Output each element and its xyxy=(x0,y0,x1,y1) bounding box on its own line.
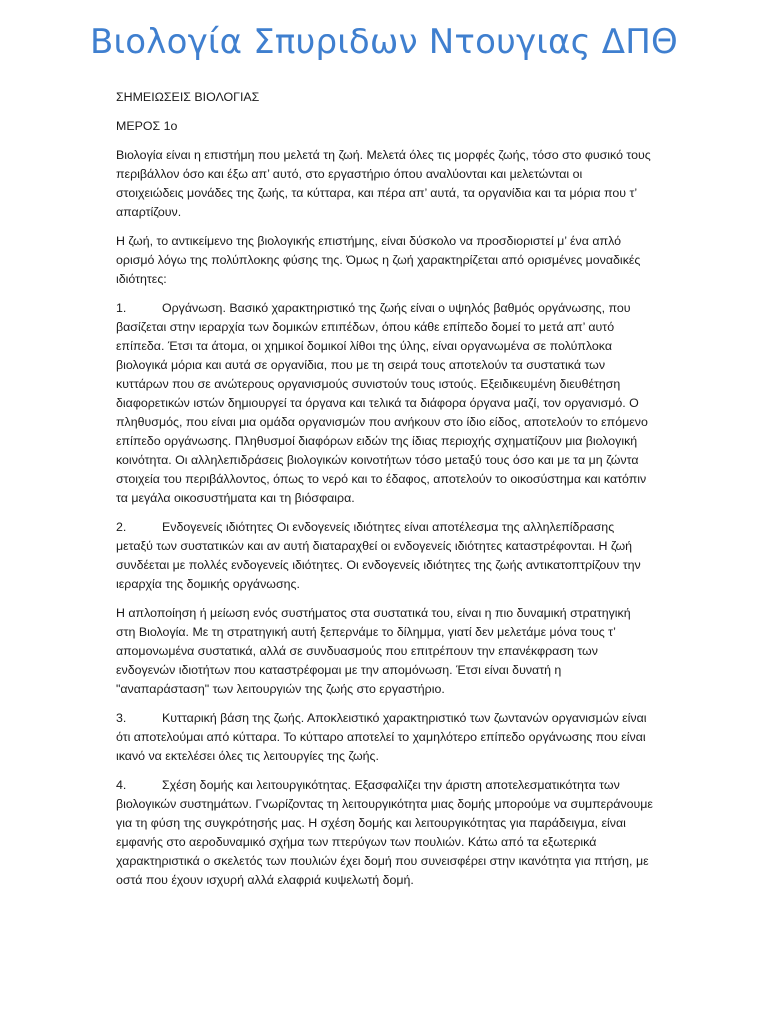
list-item-number: 1. xyxy=(116,301,127,315)
list-item-text: Οργάνωση. Βασικό χαρακτηριστικό της ζωής είναι ο υψηλός βαθμός οργάνωσης, που βασίζεται στην ιεραρχία των δομικών επιπέδων, όπου κάθε επίπεδο δομεί το μετά απ’ αυτό επίπεδα. Έτσι τα άτομα, οι χημικοί δομικοί λίθοι της ύλης, είναι οργανωμένα σε πολύπλοκα βιολογικά μόρια και αυτά σε οργανίδια, που με τη σειρά τους αποτελούν τα συστατικά των κυττάρων που σε ανώτερους οργανισμούς συνιστούν τους ιστούς. Εξειδικευμένη διευθέτηση διαφορετικών ιστών δημιουργεί τα όργανα και τελικά τα διάφορα όργανα μαζί, τον οργανισμό. Ο πληθυσμός, που είναι μια ομάδα οργανισμών που ανήκουν στο ίδιο είδος, αποτελούν το επόμενο επίπεδο οργάνωσης. Πληθυσμοί διαφόρων ειδών της ίδιας περιοχής σχηματίζουν μια βιολογική κοινότητα. Οι αλληλεπιδράσεις βιολογικών κοινοτήτων τόσο μεταξύ τους όσο και με τα μη ζώντα στοιχεία του περιβάλλοντος, όπως το νερό και το έδαφος, αποτελούν το οικοσύστημα και κατόπιν τα μεγάλα οικοσυστήματα και τη βιόσφαιρα. xyxy=(116,301,648,505)
paragraph-intro: Βιολογία είναι η επιστήμη που μελετά τη ζωή. Μελετά όλες τις μορφές ζωής, τόσο στο φυσικό τους περιβάλλον όσο και έξω απ’ αυτό, στο εργαστήριο όπου αναλύονται και μελετώνται οι στοιχειώδεις μονάδες της ζωής, τα κύτταρα, και πέρα απ’ αυτά, τα οργανίδια και τα μόρια που τ’ απαρτίζουν. xyxy=(116,148,651,219)
page-title: Βιολογία Σπυριδων Ντουγιας ΔΠΘ xyxy=(90,22,678,62)
paragraph-reductionism: Η απλοποίηση ή μείωση ενός συστήματος στα συστατικά του, είναι η πιο δυναμική στρατηγική στη Βιολογία. Με τη στρατηγική αυτή ξεπερνάμε το δίλημμα, γιατί δεν μελετάμε μόνα τους τ’ απομονωμένα συστατικά, αλλά σε συνδυασμούς που επιτρέπουν την επανέκφραση των ενδογενών ιδιοτήτων που καταστρέφομαι με την απομόνωση. Έτσι είναι δυνατή η "αναπαράσταση" των λειτουργιών της ζωής στο εργαστήριο. xyxy=(116,606,631,696)
list-item-intrinsic-properties xyxy=(116,518,653,594)
list-item-text: Ενδογενείς ιδιότητες Οι ενδογενείς ιδιότητες είναι αποτέλεσμα της αλληλεπίδρασης μεταξύ των συστατικών και αν αυτή διαταραχθεί οι ενδογενείς ιδιότητες καταστρέφονται. Η ζωή συνδέεται με πολλές ενδογενείς ιδιότητες. Οι ενδογενείς ιδιότητες της ζωής αντικατοπτρίζουν την ιεραρχία της δομικής οργάνωσης. xyxy=(116,520,641,591)
list-item-number: 4. xyxy=(116,778,127,792)
list-item-number: 2. xyxy=(116,520,127,534)
list-item-number: 3. xyxy=(116,711,127,725)
paragraph-life-definition: Η ζωή, το αντικείμενο της βιολογικής επιστήμης, είναι δύσκολο να προσδιοριστεί μ’ ένα απλό ορισμό λόγω της πολύπλοκης φύσης της. Όμως η ζωή χαρακτηρίζεται από ορισμένες μοναδικές ιδιότητες: xyxy=(116,234,641,286)
list-item-cellular-basis xyxy=(116,709,653,766)
list-item-organization xyxy=(116,299,653,508)
document-part-label: ΜΕΡΟΣ 1ο xyxy=(116,119,178,133)
list-item-structure-function xyxy=(116,776,653,890)
list-item-text: Σχέση δομής και λειτουργικότητας. Εξασφαλίζει την άριστη αποτελεσματικότητα των βιολογικών συστημάτων. Γνωρίζοντας τη λειτουργικότητα μιας δομής μπορούμε να συμπεράνουμε για τη φύση της συγκρότησής μας. Η σχέση δομής και λειτουργικότητας για παράδειγμα, είναι εμφανής στο αεροδυναμικό σχήμα των πτερύγων των πουλιών. Κάτω από τα εξωτερικά χαρακτηριστικά ο σκελετός των πουλιών έχει δομή που συνεισφέρει στην ικανότητα για πτήση, με οστά που έχουν ισχυρή αλλά ελαφριά κυψελωτή δομή. xyxy=(116,778,653,887)
document-header: ΣΗΜΕΙΩΣΕΙΣ ΒΙΟΛΟΓΙΑΣ xyxy=(116,90,260,104)
list-item-text: Κυτταρική βάση της ζωής. Αποκλειστικό χαρακτηριστικό των ζωντανών οργανισμών είναι ότι αποτελούμαι από κύτταρα. Το κύτταρο αποτελεί το χαμηλότερο επίπεδο οργάνωσης που είναι ικανό να εκτελέσει όλες τις λειτουργίες της ζωής. xyxy=(116,711,647,763)
document-body xyxy=(116,88,653,900)
